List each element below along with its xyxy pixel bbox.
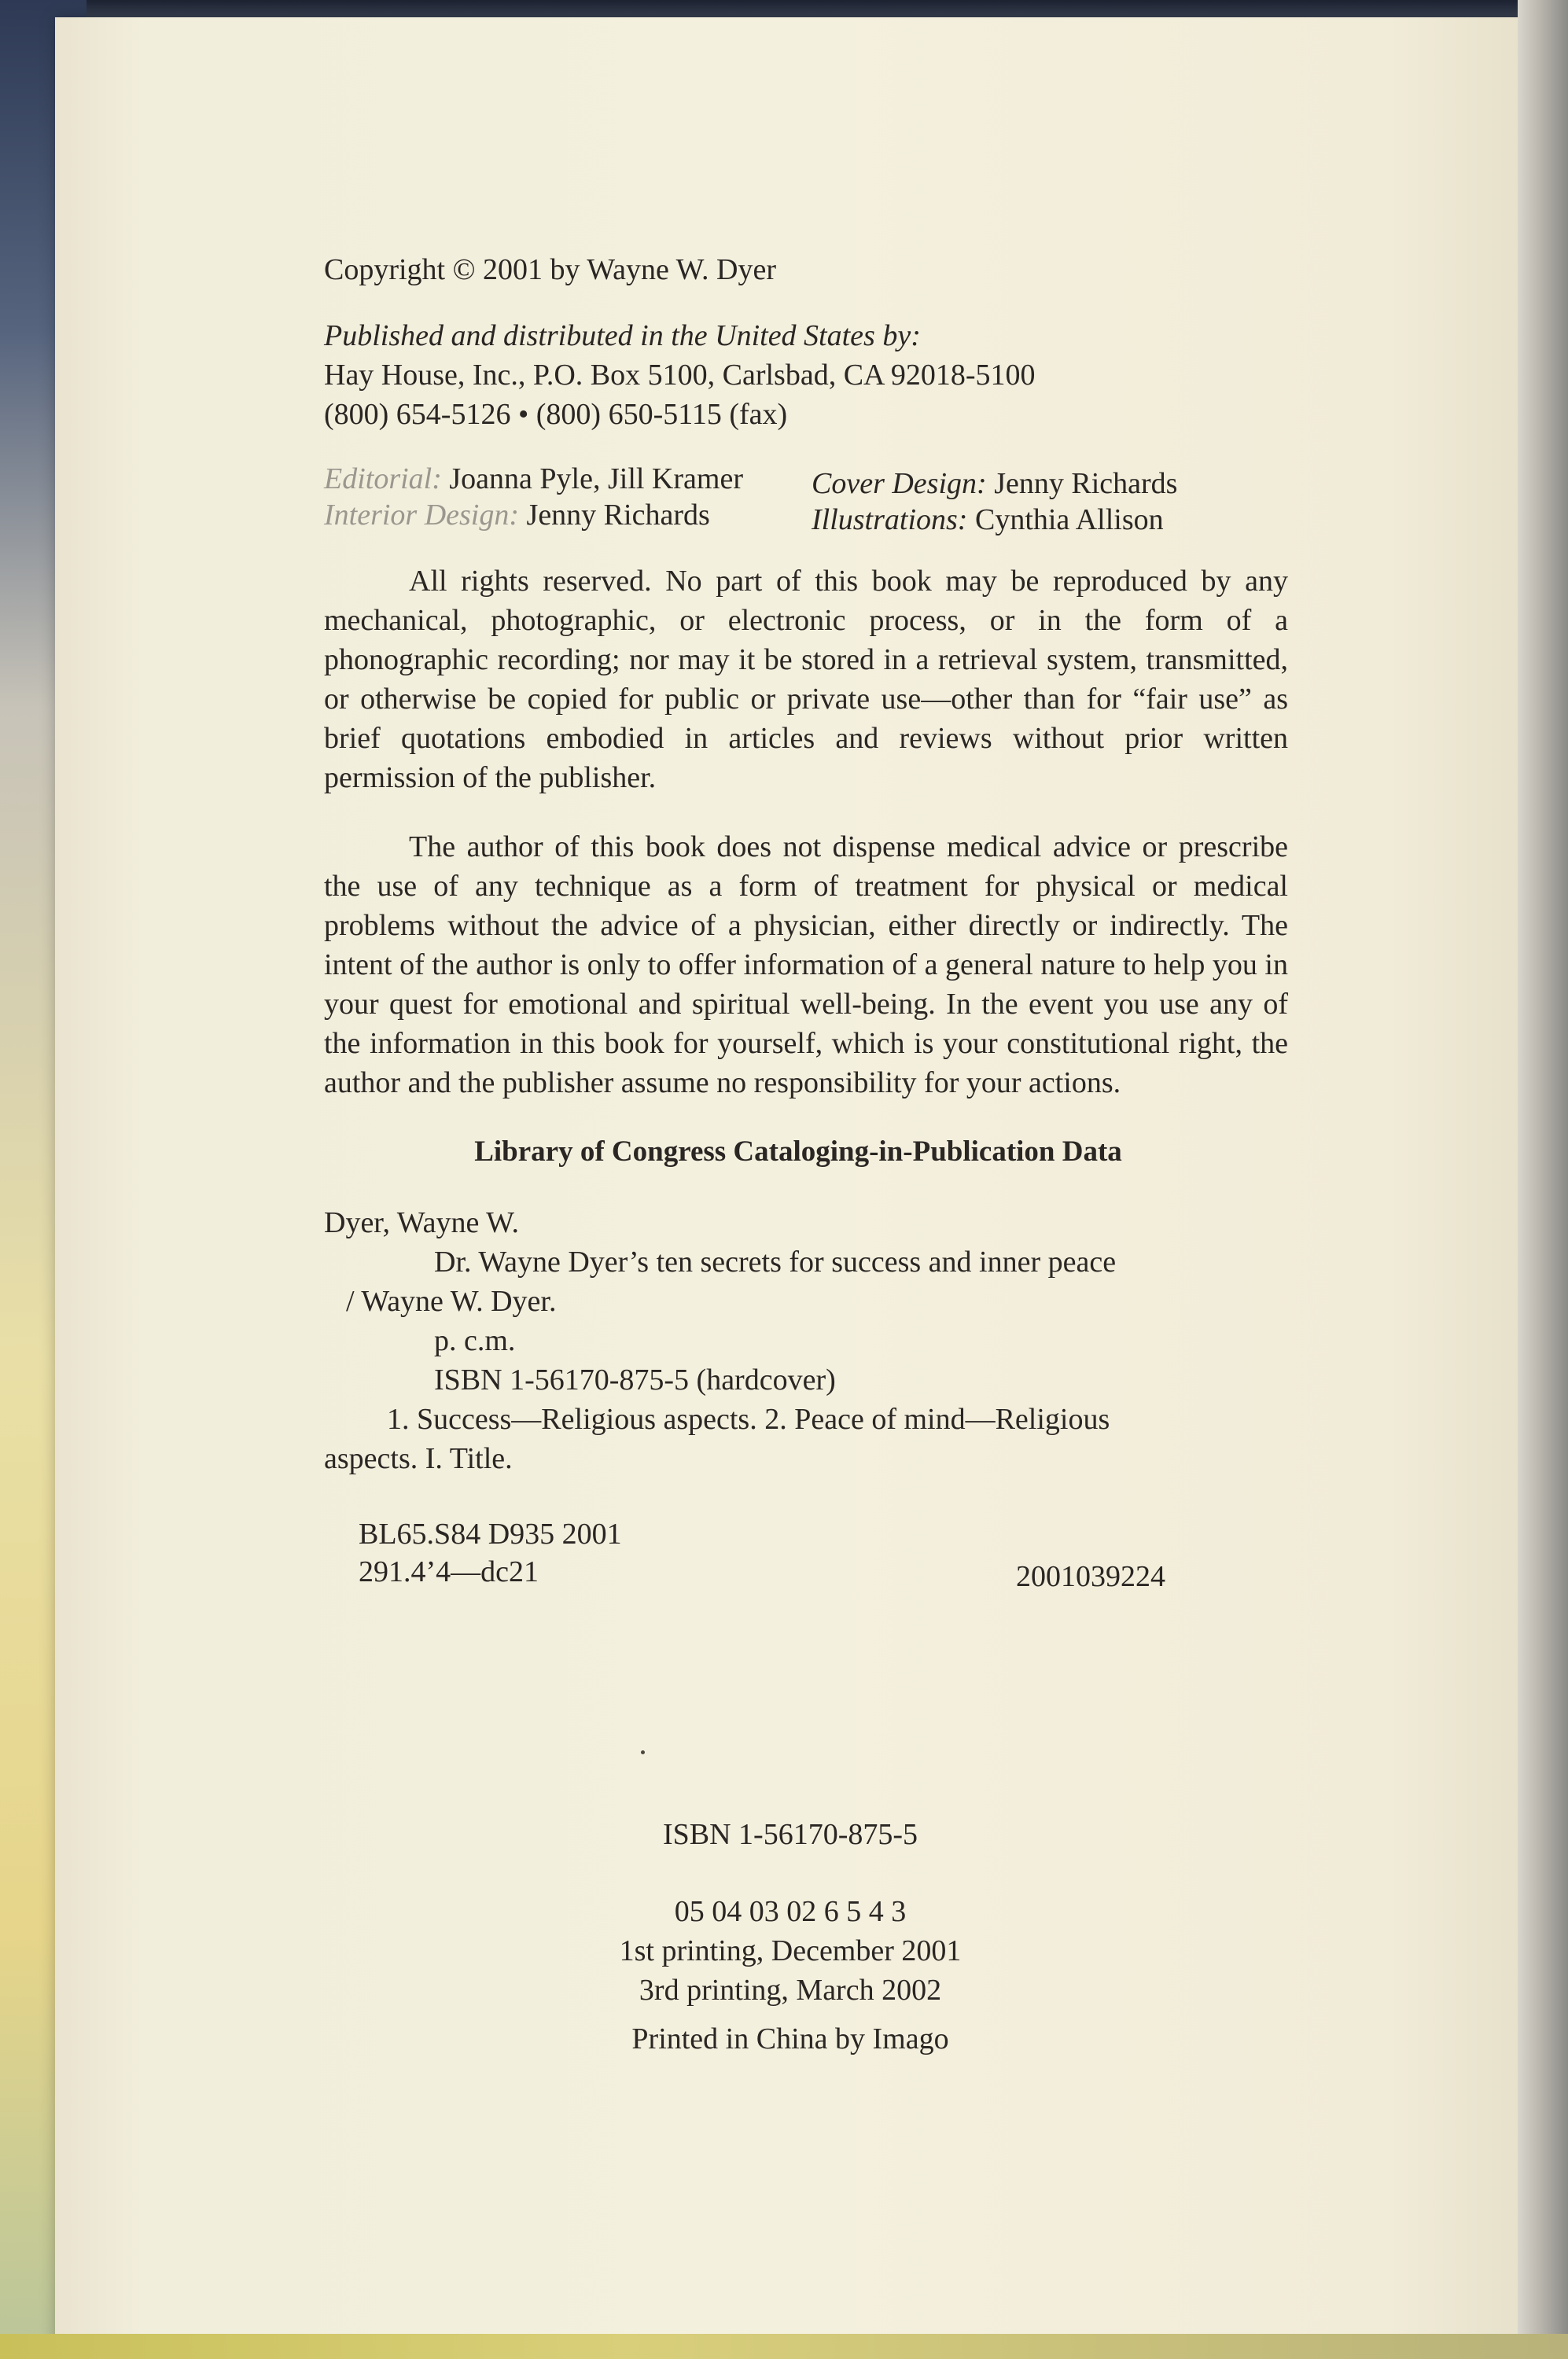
credit-illustrations-value: Cynthia Allison	[967, 503, 1164, 536]
disclaimer-paragraph: The author of this book does not dispense medical advice or prescribe the use of any technique as a form of treatment for physical or medical problems without the advice of a physician, either directly or indirectly. The intent of the author is only to offer information of a general nature to help you in your quest for emotional and spiritual well-being. In the event you use any of the information in this book for yourself, which is your constitutional right, the author and the publisher assume no responsibility for your actions.	[324, 830, 1288, 1099]
cip-subjects-line: aspects. I. Title.	[324, 1442, 513, 1475]
credit-illustrations-label: Illustrations:	[812, 503, 968, 536]
credit-interior-label: Interior Design:	[324, 499, 520, 532]
cip-lc-class: BL65.S84 D935 2001	[359, 1518, 622, 1551]
publisher-address: Hay House, Inc., P.O. Box 5100, Carlsbad, CA 92018-5100	[324, 359, 1036, 392]
cip-author: Dyer, Wayne W.	[324, 1206, 520, 1239]
printed-in: Printed in China by Imago	[631, 2022, 949, 2055]
credit-cover-value: Jenny Richards	[986, 467, 1178, 500]
cip-subjects-line: 1. Success—Religious aspects. 2. Peace of mind—Religious	[387, 1403, 1110, 1436]
publisher-intro: Published and distributed in the United States by:	[324, 319, 921, 352]
cip-pcm: p. c.m.	[434, 1324, 516, 1357]
cip-dewey: 291.4’4—dc21	[359, 1555, 539, 1588]
credit-editorial	[324, 459, 743, 499]
first-printing: 1st printing, December 2001	[619, 1934, 962, 1967]
rights-paragraph: All rights reserved. No part of this book may be reproduced by any mechanical, photographic, or electronic process, or in the form of a phonographic recording; nor may it be stored in a retrieval system, transmitted, or otherwise be copied for public or private use—other than for “fair use” as brief quotations embodied in articles and reviews without prior written permission of the publisher.	[324, 565, 1288, 794]
credit-cover-label: Cover Design:	[812, 467, 987, 500]
cip-heading: Library of Congress Cataloging-in-Publication Data	[474, 1135, 1122, 1168]
credit-cover-design	[812, 464, 1177, 503]
credit-illustrations	[812, 500, 1164, 539]
credit-interior-value: Jenny Richards	[519, 499, 710, 532]
cip-title-line: Dr. Wayne Dyer’s ten secrets for success and inner peace	[434, 1246, 1117, 1279]
publisher-phone: (800) 654-5126 • (800) 650-5115 (fax)	[324, 398, 788, 431]
credits-block	[324, 459, 1288, 538]
cip-title-line: / Wayne W. Dyer.	[346, 1285, 557, 1318]
publisher-block	[324, 316, 1288, 434]
footer-isbn: ISBN 1-56170-875-5	[662, 1818, 918, 1851]
cip-isbn: ISBN 1-56170-875-5 (hardcover)	[434, 1364, 836, 1397]
third-printing: 3rd printing, March 2002	[639, 1974, 942, 2007]
credit-editorial-label: Editorial:	[324, 462, 442, 495]
credit-editorial-value: Joanna Pyle, Jill Kramer	[441, 462, 743, 495]
copyright-notice: Copyright © 2001 by Wayne W. Dyer	[324, 253, 777, 286]
printing-numbers: 05 04 03 02 6 5 4 3	[674, 1895, 907, 1928]
cip-lccn: 2001039224	[1016, 1560, 1165, 1593]
cip-classification	[324, 1514, 1288, 1593]
copyright-page-content	[324, 250, 1288, 1593]
printing-info	[324, 1815, 1257, 2059]
scan-bottom-edge	[0, 2334, 1568, 2359]
credit-interior-design	[324, 495, 710, 535]
page-speck	[641, 1750, 645, 1754]
cip-record	[324, 1203, 1288, 1478]
scan-right-edge	[1518, 0, 1568, 2359]
